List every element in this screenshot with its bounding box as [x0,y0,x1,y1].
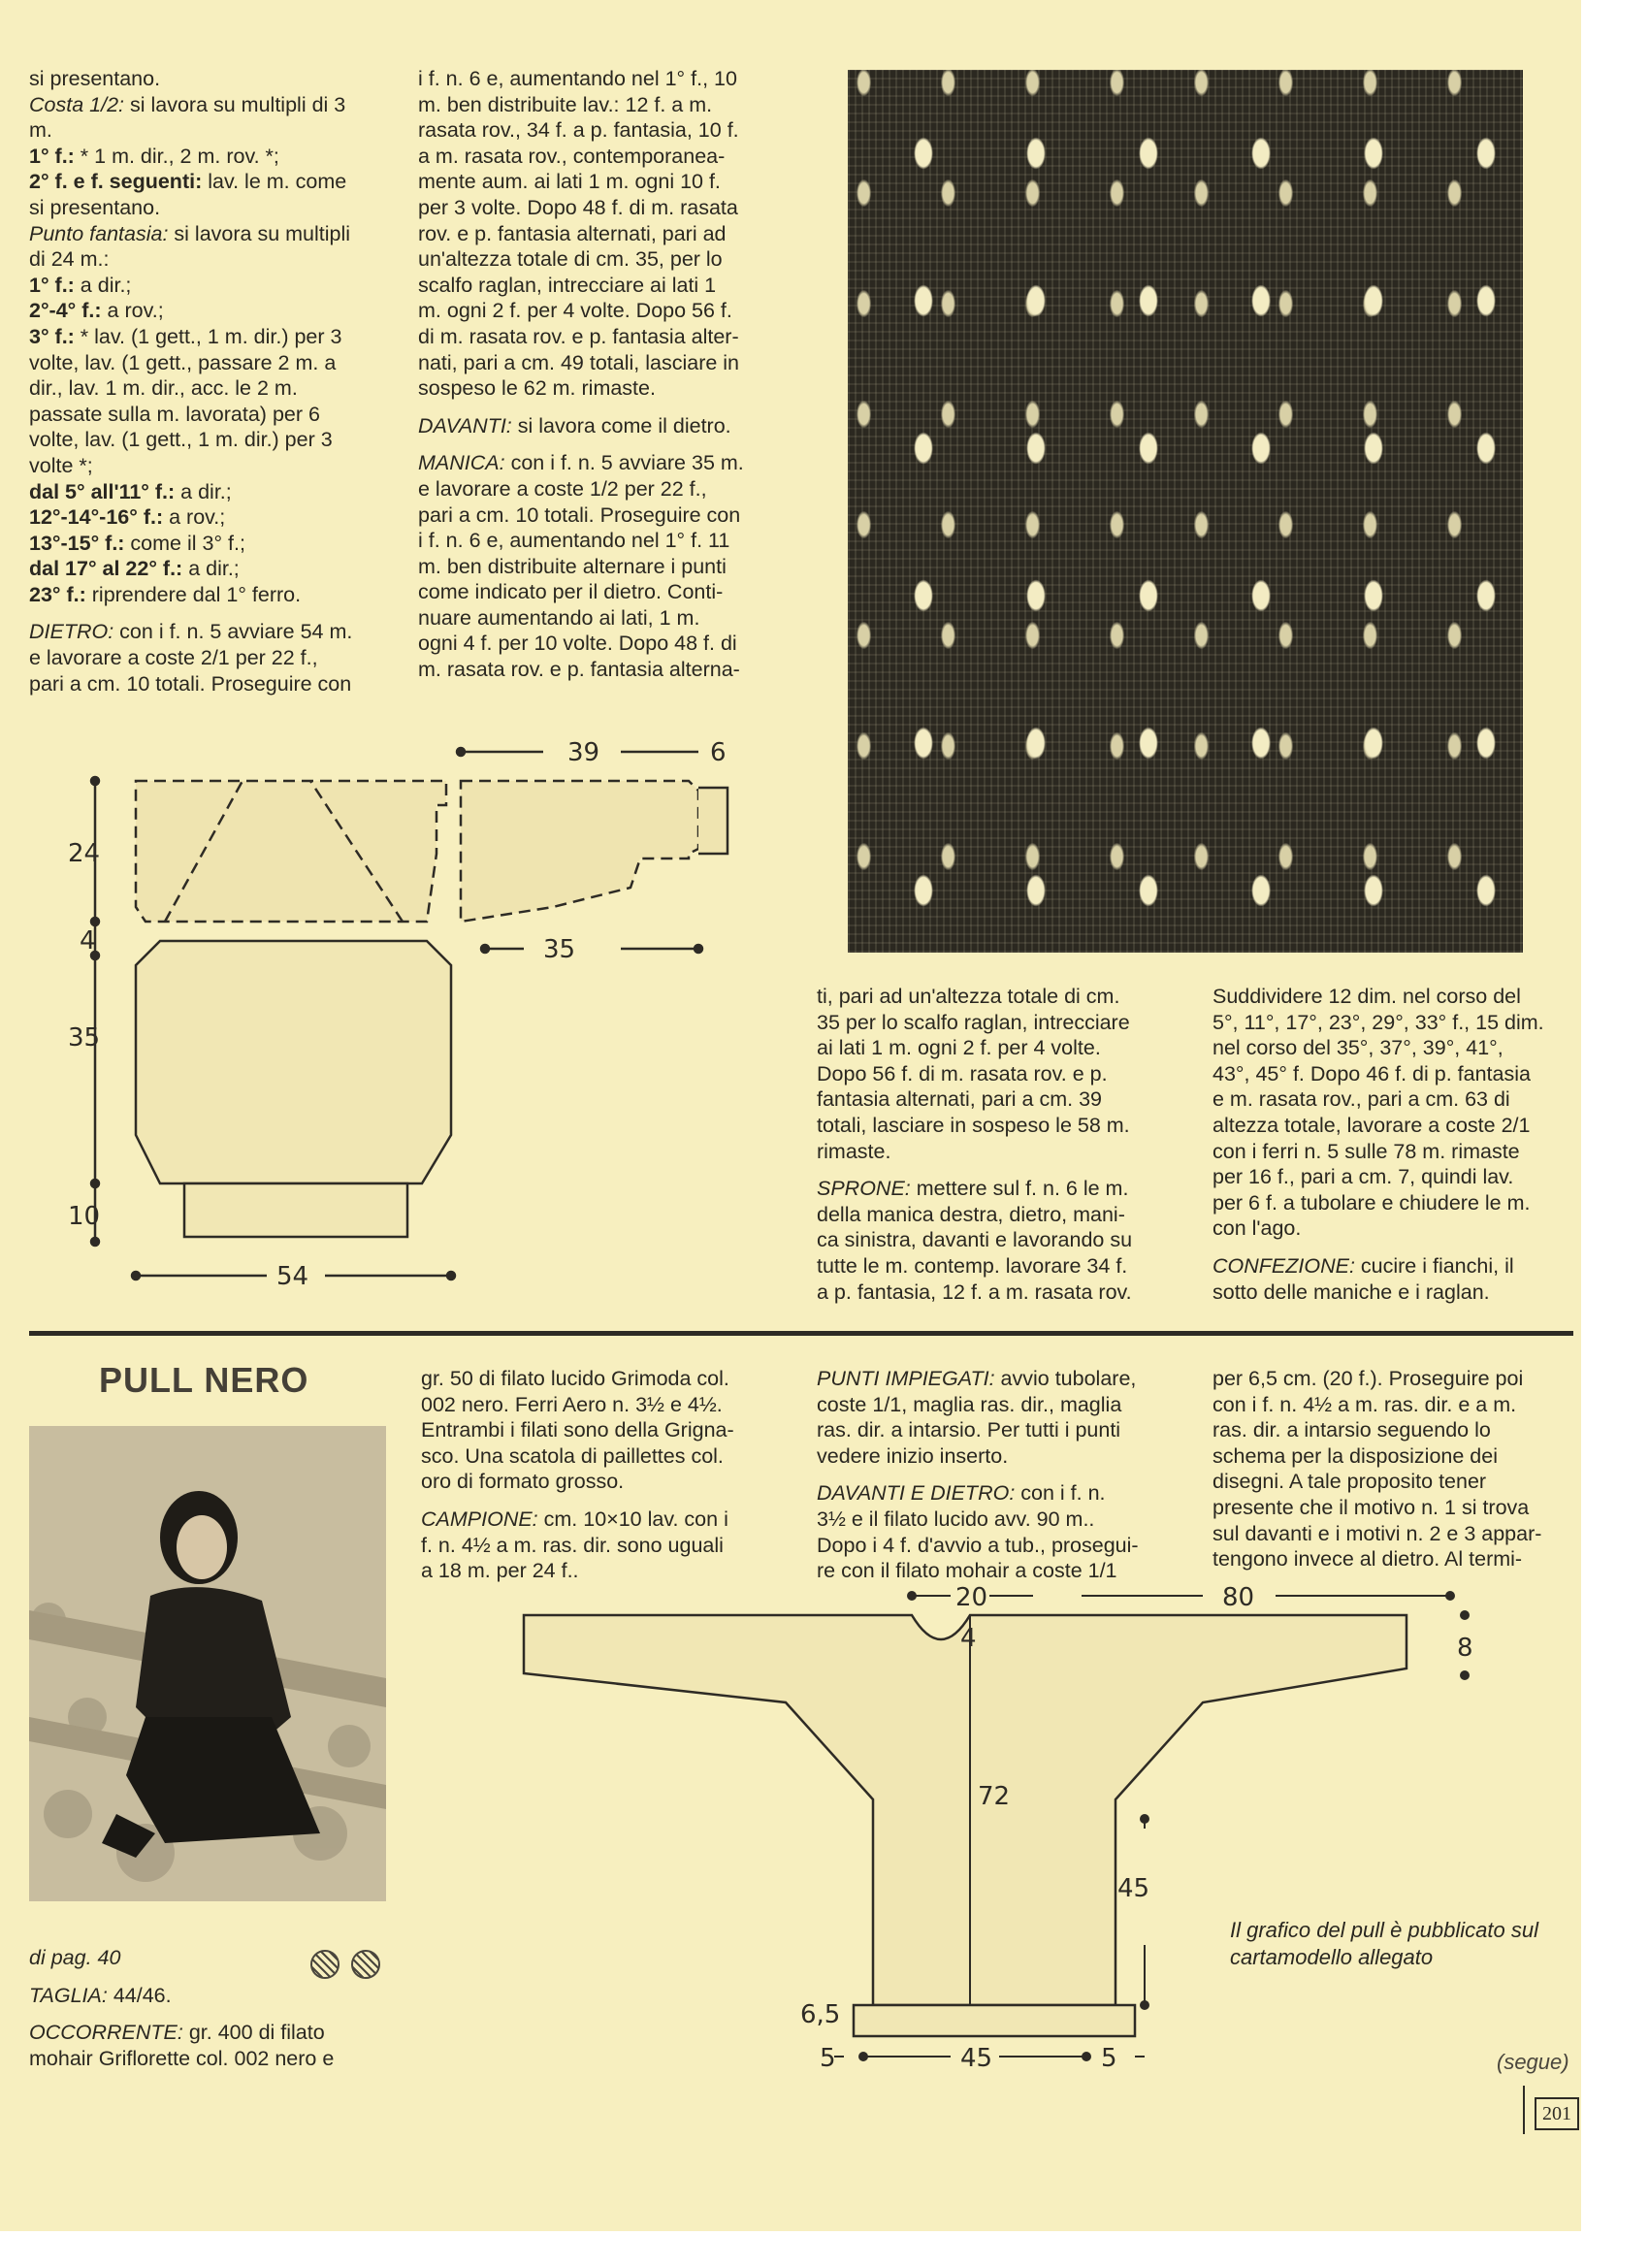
text-segment: volte *; [29,453,93,477]
sweater-schematic-1 [58,728,757,1310]
text-line [817,1366,1180,1392]
text-segment: a dir.; [175,479,232,503]
text-segment: e m. rasata rov., pari a cm. 63 di [1212,1087,1510,1112]
text-line [29,402,393,428]
text-line [29,427,393,453]
dim-20-label: 20 [955,1583,988,1612]
text-line [1212,1164,1576,1190]
paragraph-gap [29,1971,398,1983]
text-segment: scalfo raglan, intrecciare ai lati 1 [418,273,717,297]
text-segment: a rov.; [101,299,164,323]
italic-label: Punto fantasia: [29,221,169,245]
text-line [418,195,789,221]
text-segment: avvio tubolare, [994,1367,1137,1390]
dim-6-5-label: 6,5 [800,2000,841,2029]
text-segment: a rov.; [163,505,226,530]
text-line [418,554,789,580]
text-segment: sospeso le 62 m. rimaste. [418,376,656,401]
text-segment: con i f. n. 5 avviare 54 m. [113,620,353,644]
text-segment: * lav. (1 gett., 1 m. dir.) per 3 [74,324,342,348]
text-segment: mohair Griflorette col. 002 nero e [29,2046,335,2070]
text-line [418,92,789,118]
text-segment: fantasia alternati, pari a cm. 39 [817,1087,1102,1112]
text-line [817,984,1180,1010]
text-segment: si presentano. [29,195,161,219]
text-segment: pari a cm. 10 totali. Proseguire con [418,502,741,527]
text-segment: mente aum. ai lati 1 m. ogni 10 f. [418,170,721,194]
text-segment: Dopo 56 f. di m. rasata rov. e p. [817,1061,1108,1085]
text-segment: e lavorare a coste 2/1 per 22 f., [29,646,318,670]
text-segment: Suddividere 12 dim. nel corso del [1212,985,1521,1008]
text-line [421,1507,785,1533]
text-segment: si lavora su multipli di 3 [124,92,346,116]
text-segment: f. n. 4½ a m. ras. dir. sono uguali [421,1533,724,1557]
text-line [1212,1521,1576,1547]
dim-80-label: 80 [1222,1583,1255,1612]
text-segment: con i f. n. 5 avviare 35 m. [504,451,744,475]
text-segment: mettere sul f. n. 6 le m. [910,1177,1129,1201]
text-segment: a dir.; [74,273,132,297]
text-segment: ai lati 1 m. ogni 2 f. per 4 volte. [817,1036,1101,1060]
bold-text: 3° f.: [29,324,75,348]
italic-label: TAGLIA: [29,1983,108,2007]
text-line [29,479,393,505]
text-line [418,324,789,350]
page-number-rule [1523,2086,1525,2134]
text-segment: sul davanti e i motivi n. 2 e 3 appar- [1212,1521,1542,1545]
text-line [29,453,393,479]
bold-text: dal 5° all'11° f.: [29,479,176,503]
pull-instructions-column-3 [1212,1366,1576,1572]
paragraph-gap [29,2008,398,2020]
italic-label: MANICA: [418,451,505,475]
pull-nero-title: PULL NERO [99,1360,309,1400]
text-line [817,1533,1180,1559]
text-line [418,450,789,476]
text-segment: sotto delle maniche e i raglan. [1212,1280,1490,1304]
text-line [421,1392,785,1418]
text-segment: totali, lasciare in sospeso le 58 m. [817,1113,1130,1137]
model-photo [29,1426,386,1901]
text-segment: 43°, 45° f. Dopo 46 f. di p. fantasia [1212,1061,1531,1085]
text-line [418,605,789,632]
text-line [418,246,789,273]
text-segment: rov. e p. fantasia alternati, pari ad [418,221,727,245]
text-line [29,504,393,531]
text-segment: altezza totale, lavorare a coste 2/1 [1212,1113,1531,1137]
text-segment: sco. Una scatola di paillettes col. [421,1443,724,1468]
text-segment: come il 3° f.; [124,531,245,555]
text-segment: con l'ago. [1212,1216,1302,1241]
dim-5-right-label: 5 [1101,2044,1117,2073]
dim-10-label: 10 [68,1202,101,1231]
text-line [29,582,393,608]
text-segment: cm. 10×10 lav. con i [537,1507,728,1531]
text-line [418,631,789,657]
text-segment: cucire i fianchi, il [1354,1253,1514,1278]
text-line [817,1113,1180,1139]
text-segment: con i f. n. [1015,1481,1106,1506]
text-line [418,476,789,502]
text-segment: nel corso del 35°, 37°, 39°, 41°, [1212,1036,1504,1060]
text-segment: gr. 50 di filato lucido Grimoda col. [421,1367,729,1390]
knit-stitch-photo [848,70,1523,953]
text-segment: si lavora su multipli [168,221,351,245]
text-line [29,221,393,247]
text-line [1212,1443,1576,1470]
text-line [29,1945,398,1971]
text-segment: tengono invece al dietro. Al termi- [1212,1547,1523,1571]
pull-instructions-column-1 [421,1366,785,1584]
text-line [817,1202,1180,1228]
text-segment: di m. rasata rov. e p. fantasia alter- [418,324,739,348]
text-segment: 002 nero. Ferri Aero n. 3½ e 4½. [421,1392,723,1416]
text-line [421,1417,785,1443]
caption-line-1: Il grafico del pull è pubblicato sul [1230,1918,1538,1942]
text-segment: i f. n. 6 e, aumentando nel 1° f. 11 [418,529,730,553]
text-line [1212,1366,1576,1392]
text-segment: della manica destra, dietro, mani- [817,1202,1125,1226]
text-line [421,1443,785,1470]
dim-35-label: 35 [68,1023,101,1053]
text-line [418,375,789,402]
text-segment: si lavora come il dietro. [511,413,731,437]
text-line [418,273,789,299]
section-divider [29,1331,1573,1336]
pull-schematic [504,1576,1474,2081]
text-line [29,117,393,144]
text-segment: presente che il motivo n. 1 si trova [1212,1495,1530,1519]
text-segment: per 16 f., pari a cm. 7, quindi lav. [1212,1165,1514,1189]
text-segment: a 18 m. per 24 f.. [421,1559,579,1583]
paragraph-gap [1212,1242,1576,1253]
text-line [817,1392,1180,1418]
text-segment: m. ben distribuite lav.: 12 f. a m. [418,92,713,116]
text-segment: per 3 volte. Dopo 48 f. di m. rasata [418,195,738,219]
text-segment: per 6,5 cm. (20 f.). Proseguire poi [1212,1367,1524,1390]
text-segment: ras. dir. a intarsio. Per tutti i punti [817,1418,1121,1442]
bold-text: 1° f.: [29,144,75,168]
text-line [817,1253,1180,1280]
text-line [29,531,393,557]
text-segment: oro di formato grosso. [421,1470,625,1494]
dim-54-label: 54 [276,1262,309,1291]
dim-4-label: 4 [80,926,96,956]
text-segment: gr. 400 di filato [182,2021,325,2045]
paragraph-gap [29,607,393,619]
dim-4-neck-label: 4 [960,1624,977,1653]
text-segment: pari a cm. 10 totali. Proseguire con [29,671,352,696]
text-line [29,298,393,324]
text-segment: m. rasata rov. e p. fantasia alterna- [418,658,740,682]
text-segment: nuare aumentando ai lati, 1 m. [418,605,700,630]
text-segment: dir., lav. 1 m. dir., acc. le 2 m. [29,376,298,401]
text-line [817,1443,1180,1470]
text-segment: con i f. n. 4½ a m. ras. dir. e a m. [1212,1392,1517,1416]
text-segment: ti, pari ad un'altezza totale di cm. [817,985,1120,1008]
diagram-caption [1230,1917,1579,1971]
text-line [1212,1113,1576,1139]
text-segment: rasata rov., 34 f. a p. fantasia, 10 f. [418,118,739,143]
paragraph-gap [817,1164,1180,1176]
italic-label: PUNTI IMPIEGATI: [817,1367,995,1390]
text-segment: e lavorare a coste 1/2 per 22 f., [418,476,707,501]
text-line [418,528,789,554]
text-line [418,298,789,324]
instructions-column-4 [1212,984,1576,1305]
text-line [1212,1469,1576,1495]
text-line [817,1061,1180,1087]
text-line [418,350,789,376]
dim-6-label: 6 [710,738,727,767]
text-line [418,66,789,92]
text-line [817,1176,1180,1202]
bold-text: 13°-15° f.: [29,531,125,555]
text-line [1212,1417,1576,1443]
text-segment: Entrambi i filati sono della Grigna- [421,1418,734,1442]
text-line [29,645,393,671]
text-segment: 35 per lo scalfo raglan, intrecciare [817,1010,1130,1034]
paragraph-gap [421,1495,785,1507]
text-segment: 3½ e il filato lucido avv. 90 m.. [817,1507,1095,1531]
text-segment: nati, pari a cm. 49 totali, lasciare in [418,350,740,374]
text-segment: a m. rasata rov., contemporanea- [418,144,726,168]
text-line [421,1533,785,1559]
bold-text: 1° f.: [29,273,75,297]
text-line [1212,1392,1576,1418]
text-segment: m. ben distribuite alternare i punti [418,554,727,578]
dim-35-sleeve-label: 35 [543,935,576,964]
text-line [418,413,789,439]
bold-text: 2° f. e f. seguenti: [29,170,203,194]
text-line [421,1366,785,1392]
text-segment: si presentano. [29,67,161,90]
bold-text: 2°-4° f.: [29,299,102,323]
text-segment: rimaste. [817,1139,891,1163]
bold-text: 23° f.: [29,582,86,606]
text-line [1212,1086,1576,1113]
pull-info-column [29,1945,398,2071]
text-line [1212,1253,1576,1280]
text-segment: con i ferri n. 5 sulle 78 m. rimaste [1212,1139,1520,1163]
text-line [817,1227,1180,1253]
text-line [29,1983,398,2009]
text-segment: come indicato per il dietro. Conti- [418,580,724,604]
text-segment: riprendere dal 1° ferro. [85,582,302,606]
text-line [29,169,393,195]
text-segment: di 24 m.: [29,247,110,272]
text-line [418,502,789,529]
text-line [29,2020,398,2046]
italic-label: CAMPIONE: [421,1507,538,1531]
dim-24-label: 24 [68,839,101,868]
dim-5-left-label: 5 [820,2044,836,2073]
text-line [817,1417,1180,1443]
italic-label: CONFEZIONE: [1212,1253,1355,1278]
page-number: 201 [1535,2097,1579,2130]
italic-label: SPRONE: [817,1177,911,1201]
text-line [29,619,393,645]
dim-39-label: 39 [567,738,600,767]
text-line [817,1280,1180,1306]
text-segment: a p. fantasia, 12 f. a m. rasata rov. [817,1280,1132,1304]
text-segment: re con il filato mohair a coste 1/1 [817,1559,1117,1583]
text-line [418,144,789,170]
text-line [418,579,789,605]
text-line [1212,1035,1576,1061]
paragraph-gap [817,1469,1180,1480]
text-line [418,657,789,683]
text-segment: m. ogni 2 f. per 4 volte. Dopo 56 f. [418,299,732,323]
text-line [817,1139,1180,1165]
text-segment: ogni 4 f. per 10 volte. Dopo 48 f. di [418,632,737,656]
text-line [29,144,393,170]
text-line [817,1507,1180,1533]
italic-label: DAVANTI E DIETRO: [817,1481,1016,1506]
text-line [29,350,393,376]
text-line [1212,1546,1576,1572]
text-line [1212,1215,1576,1242]
text-line [29,92,393,118]
instructions-column-1 [29,66,393,697]
italic-label: DAVANTI: [418,413,512,437]
text-line [1212,1280,1576,1306]
paragraph-gap [418,438,789,450]
text-segment: passate sulla m. lavorata) per 6 [29,402,320,426]
segue-label: (segue) [1497,2050,1569,2074]
text-line [817,1035,1180,1061]
bold-text: 12°-14°-16° f.: [29,505,164,530]
caption-line-2: cartamodello allegato [1230,1945,1434,1969]
text-segment: Dopo i 4 f. d'avvio a tub., prosegui- [817,1533,1139,1557]
italic-label: di pag. 40 [29,1946,121,1969]
text-segment: volte, lav. (1 gett., passare 2 m. a [29,350,337,374]
paragraph-gap [418,402,789,413]
italic-label: DIETRO: [29,620,114,644]
text-line [817,1480,1180,1507]
italic-label: OCCORRENTE: [29,2021,183,2045]
text-line [817,1086,1180,1113]
dim-45-side-label: 45 [1117,1874,1150,1903]
text-line [29,375,393,402]
dim-45-bottom-label: 45 [960,2044,993,2073]
text-line [421,1469,785,1495]
text-segment: un'altezza totale di cm. 35, per lo [418,247,723,272]
text-segment: 5°, 11°, 17°, 23°, 29°, 33° f., 15 dim. [1212,1010,1544,1034]
text-line [29,556,393,582]
text-line [1212,1495,1576,1521]
text-line [29,66,393,92]
text-segment: 44/46. [107,1983,172,2007]
text-segment: vedere inizio inserto. [817,1443,1009,1468]
text-segment: coste 1/1, maglia ras. dir., maglia [817,1392,1122,1416]
pull-instructions-column-2 [817,1366,1180,1584]
text-line [29,2046,398,2072]
text-line [1212,1190,1576,1216]
text-segment: * 1 m. dir., 2 m. rov. *; [74,144,279,168]
text-segment: m. [29,118,52,143]
italic-label: Costa 1/2: [29,92,124,116]
text-segment: a dir.; [182,557,240,581]
bold-text: dal 17° al 22° f.: [29,557,183,581]
instructions-column-2 [418,66,789,683]
text-segment: disegni. A tale proposito tener [1212,1470,1487,1494]
dim-72-label: 72 [978,1782,1011,1811]
text-segment: i f. n. 6 e, aumentando nel 1° f., 10 [418,67,737,90]
text-segment: per 6 f. a tubolare e chiudere le m. [1212,1190,1531,1215]
instructions-column-3 [817,984,1180,1305]
text-line [418,169,789,195]
text-segment: ras. dir. a intarsio seguendo lo [1212,1418,1491,1442]
difficulty-mark-1 [310,1950,340,1979]
difficulty-mark-2 [351,1950,380,1979]
text-line [29,195,393,221]
text-line [29,246,393,273]
dim-8-label: 8 [1457,1634,1473,1663]
text-line [817,1010,1180,1036]
text-segment: tutte le m. contemp. lavorare 34 f. [817,1253,1128,1278]
text-segment: schema per la disposizione dei [1212,1443,1498,1468]
text-segment: ca sinistra, davanti e lavorando su [817,1228,1133,1252]
text-line [1212,984,1576,1010]
text-line [418,221,789,247]
text-line [29,671,393,697]
text-segment: lav. le m. come [202,170,347,194]
text-segment: volte, lav. (1 gett., 1 m. dir.) per 3 [29,428,333,452]
text-line [1212,1139,1576,1165]
text-line [29,324,393,350]
text-line [1212,1010,1576,1036]
text-line [1212,1061,1576,1087]
text-line [29,273,393,299]
text-line [418,117,789,144]
